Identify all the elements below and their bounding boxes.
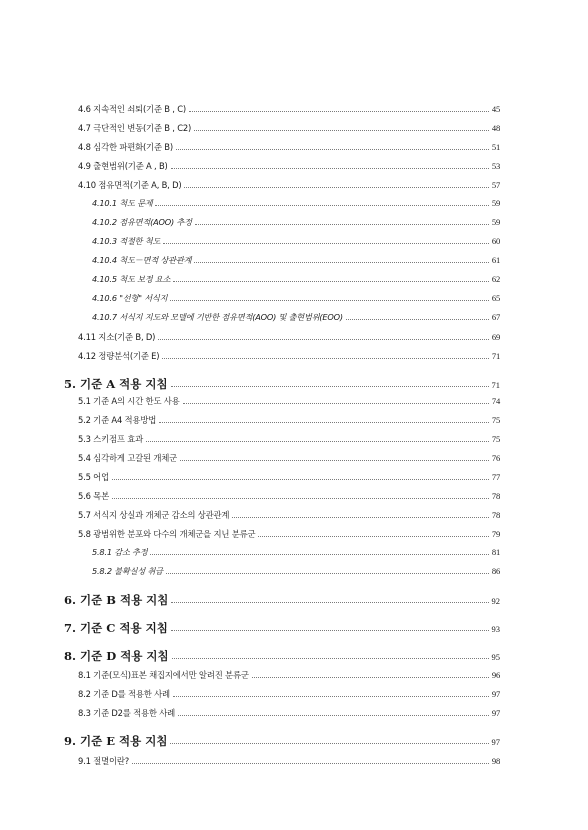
toc-page-number: 96 (491, 670, 500, 680)
toc-section-entry (78, 688, 500, 700)
toc-page-number: 92 (491, 596, 500, 606)
toc-section-entry (78, 433, 500, 445)
toc-entry-label: 8.3 기준 D2를 적용한 사례 (78, 708, 176, 718)
toc-entry-label: 4.10.1 척도 문제 (92, 198, 153, 208)
toc-page-number: 71 (491, 351, 500, 361)
dot-leader (178, 715, 489, 716)
toc-section-entry (78, 471, 500, 483)
toc-subsection-entry (92, 255, 500, 266)
dot-leader (162, 358, 489, 359)
toc-page-number: 74 (491, 396, 500, 406)
toc-subsection-entry (92, 566, 500, 577)
toc-entry-label: 5.8.1 감소 추정 (92, 547, 148, 557)
toc-page-number: 62 (491, 274, 500, 284)
dot-leader (184, 187, 488, 188)
dot-leader (171, 386, 489, 387)
toc-entry-label: 9. 기준 E 적용 지침 (64, 734, 168, 748)
toc-entry-label: 8.1 기준(모식)표본 채집지에서만 알려진 분류군 (78, 670, 249, 680)
toc-section-entry (78, 395, 500, 407)
toc-entry-label: 7. 기준 C 적용 지침 (64, 621, 168, 635)
toc-entry-label: 5.3 스키점프 효과 (78, 434, 143, 444)
dot-leader (189, 111, 489, 112)
toc-entry-label: 4.10.3 적절한 척도 (92, 236, 161, 246)
toc-page-number: 98 (491, 756, 500, 766)
toc-page-number: 48 (491, 123, 500, 133)
toc-page-number: 57 (491, 180, 500, 190)
toc-section-entry (78, 755, 500, 767)
toc-page-number: 78 (491, 491, 500, 501)
toc-chapter-entry (64, 592, 500, 608)
toc-entry-label: 5.7 서식지 상실과 개체군 감소의 상관관계 (78, 510, 230, 520)
dot-leader (170, 743, 488, 744)
toc-entry-label: 4.10.2 점유면적(AOO) 추정 (92, 217, 192, 227)
toc-section-entry (78, 669, 500, 681)
toc-entry-label: 5.8 광범위한 분포와 다수의 개체군을 지닌 분류군 (78, 529, 256, 539)
toc-page-number: 97 (491, 689, 500, 699)
dot-leader (171, 168, 489, 169)
toc-chapter-entry (64, 376, 500, 392)
toc-subsection-entry (92, 236, 500, 247)
toc-entry-label: 4.10 점유면적(기준 A, B, D) (78, 180, 182, 190)
toc-entry-label: 9.1 절멸이란? (78, 756, 129, 766)
toc-entry-label: 4.8 심각한 파편화(기준 B) (78, 142, 173, 152)
dot-leader (173, 281, 489, 282)
toc-entry-label: 4.10.5 척도 보정 요소 (92, 274, 171, 284)
dot-leader (158, 339, 489, 340)
toc-page-number: 86 (491, 566, 500, 576)
toc-section-entry (78, 103, 500, 115)
toc-page-number: 71 (491, 380, 500, 390)
toc-entry-label: 5.5 어업 (78, 472, 109, 482)
toc-entry-label: 4.12 정량분석(기준 E) (78, 351, 160, 361)
toc-chapter-entry (64, 648, 500, 664)
toc-entry-label: 8. 기준 D 적용 지침 (64, 649, 169, 663)
toc-page-number: 69 (491, 332, 500, 342)
toc-page-number: 61 (491, 255, 500, 265)
toc-section-entry (78, 122, 500, 134)
dot-leader (146, 441, 489, 442)
toc-entry-label: 5.8.2 불확실성 취급 (92, 566, 163, 576)
toc-subsection-entry (92, 198, 500, 209)
dot-leader (170, 300, 489, 301)
toc-page-number: 97 (491, 737, 500, 747)
toc-page-number: 53 (491, 161, 500, 171)
toc-page-number: 59 (491, 217, 500, 227)
toc-page-number: 67 (491, 312, 500, 322)
dot-leader (183, 403, 489, 404)
toc-section-entry (78, 509, 500, 521)
toc-entry-label: 5.1 기준 A의 시간 한도 사용 (78, 396, 180, 406)
toc-page-number: 76 (491, 453, 500, 463)
dot-leader (166, 573, 489, 574)
toc-page-number: 75 (491, 415, 500, 425)
toc-page-number: 78 (491, 510, 500, 520)
toc-section-entry (78, 707, 500, 719)
toc-page-number: 77 (491, 472, 500, 482)
toc-subsection-entry (92, 312, 500, 323)
toc-section-entry (78, 179, 500, 191)
toc-section-entry (78, 528, 500, 540)
dot-leader (195, 224, 489, 225)
toc-page-number: 75 (491, 434, 500, 444)
toc-entry-label: 4.10.7 서식지 지도와 모델에 기반한 점유면적(AOO) 및 출현범위(EOO) (92, 312, 343, 322)
toc-page-number: 65 (491, 293, 500, 303)
dot-leader (159, 422, 489, 423)
toc-section-entry (78, 414, 500, 426)
dot-leader (258, 536, 488, 537)
toc-page-number: 59 (491, 198, 500, 208)
dot-leader (194, 262, 489, 263)
toc-page-number: 79 (491, 529, 500, 539)
toc-page-number: 97 (491, 708, 500, 718)
dot-leader (172, 658, 489, 659)
dot-leader (173, 696, 489, 697)
toc-section-entry (78, 490, 500, 502)
dot-leader (252, 677, 489, 678)
toc-page-number: 60 (491, 236, 500, 246)
dot-leader (112, 498, 489, 499)
dot-leader (112, 479, 489, 480)
dot-leader (171, 630, 489, 631)
dot-leader (150, 554, 488, 555)
toc-entry-label: 4.10.6 "선형" 서식지 (92, 293, 168, 303)
toc-section-entry (78, 331, 500, 343)
toc-entry-label: 6. 기준 B 적용 지침 (64, 593, 169, 607)
toc-section-entry (78, 141, 500, 153)
toc-subsection-entry (92, 217, 500, 228)
toc-entry-label: 5.2 기준 A4 적용방법 (78, 415, 157, 425)
toc-entry-label: 5.4 심각하게 고갈된 개체군 (78, 453, 178, 463)
toc-page-number: 81 (491, 547, 500, 557)
dot-leader (232, 517, 489, 518)
toc-entry-label: 8.2 기준 D를 적용한 사례 (78, 689, 170, 699)
dot-leader (346, 319, 489, 320)
toc-chapter-entry (64, 620, 500, 636)
toc-section-entry (78, 350, 500, 362)
dot-leader (180, 460, 489, 461)
toc-section-entry (78, 452, 500, 464)
toc-entry-label: 4.9 출현범위(기준 A , B) (78, 161, 168, 171)
toc-entry-label: 4.10.4 척도－면적 상관관계 (92, 255, 192, 265)
toc-entry-label: 5.6 목본 (78, 491, 109, 501)
dot-leader (132, 763, 489, 764)
toc-entry-label: 4.7 극단적인 변동(기준 B , C2) (78, 123, 192, 133)
toc-subsection-entry (92, 274, 500, 285)
toc-chapter-entry (64, 733, 500, 749)
toc-subsection-entry (92, 547, 500, 558)
toc-page-number: 51 (491, 142, 500, 152)
toc-page-number: 93 (491, 624, 500, 634)
toc-entry-label: 4.6 지속적인 쇠퇴(기준 B , C) (78, 104, 186, 114)
toc-page-number: 95 (491, 652, 500, 662)
toc-entry-label: 5. 기준 A 적용 지침 (64, 377, 168, 391)
dot-leader (194, 130, 489, 131)
toc-page-number: 45 (491, 104, 500, 114)
dot-leader (163, 243, 489, 244)
dot-leader (155, 205, 488, 206)
toc-entry-label: 4.11 지소(기준 B, D) (78, 332, 156, 342)
toc-section-entry (78, 160, 500, 172)
toc-subsection-entry (92, 293, 500, 304)
dot-leader (171, 602, 488, 603)
dot-leader (176, 149, 489, 150)
